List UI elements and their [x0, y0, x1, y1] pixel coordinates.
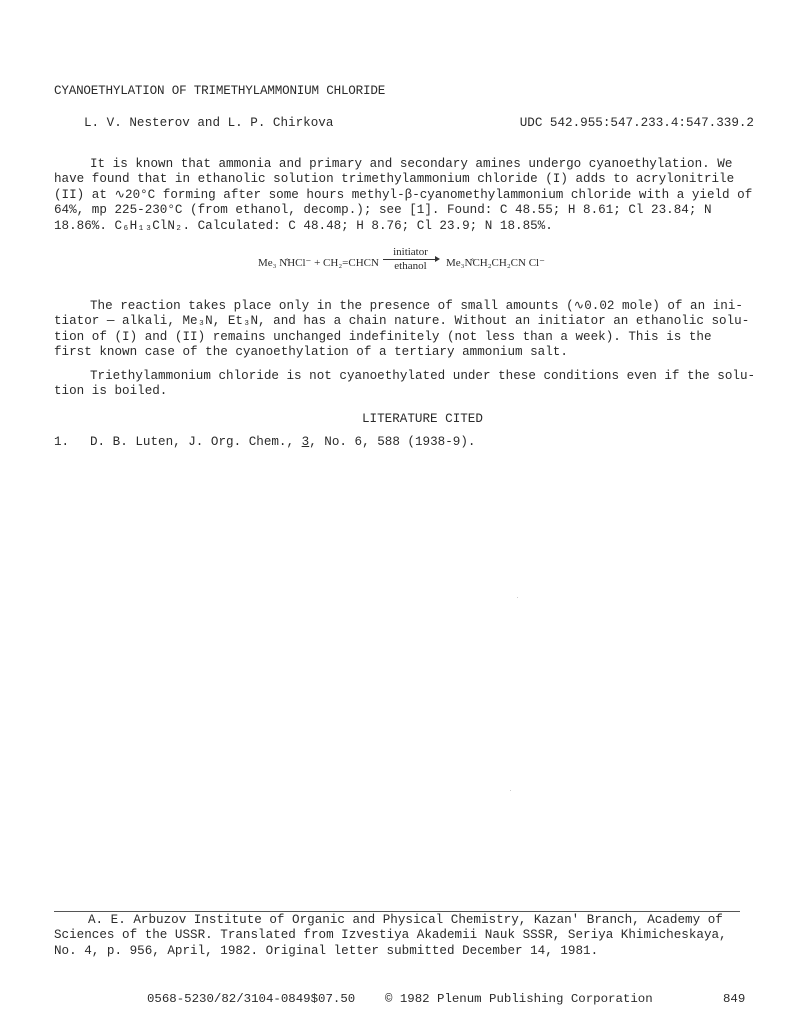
paragraph-line: 18.86%. C₆H₁₃ClN₂. Calculated: C 48.48; H 8.76; Cl 23.9; N 18.85%. [54, 218, 553, 233]
footnote-line: No. 4, p. 956, April, 1982. Original letter submitted December 14, 1981. [54, 943, 599, 958]
paragraph-line: first known case of the cyanoethylation of a tertiary ammonium salt. [54, 345, 568, 360]
paragraph-line: (II) at ∿20°C forming after some hours methyl-β-cyanomethylammonium chloride with a yield of [54, 187, 753, 202]
reference-item [54, 435, 475, 449]
paragraph-2 [54, 299, 754, 361]
arrow-condition-below: ethanol [394, 260, 427, 272]
reference-text-end: , No. 6, 588 (1938-9). [309, 435, 476, 449]
paragraph-line: have found that in ethanolic solution trimethylammonium chloride (I) adds to acrylonitrile [54, 172, 735, 187]
publication-line [147, 992, 653, 1006]
copyright-notice: © 1982 Plenum Publishing Corporation [384, 992, 653, 1006]
paragraph-line: Triethylammonium chloride is not cyanoethylated under these conditions even if the solu- [90, 369, 756, 383]
footnote-line: Sciences of the USSR. Translated from Izvestiya Akademii Nauk SSSR, Seriya Khimicheskaya, [54, 928, 727, 943]
references-heading: LITERATURE CITED [362, 412, 483, 426]
equation-reactants: Me₃ N̊HCl⁻ + CH₂=CHCN [258, 257, 379, 269]
paragraph-1 [54, 157, 754, 234]
footnote-divider [54, 911, 740, 912]
paragraph-line: tion of (I) and (II) remains unchanged indefinitely (not less than a week). This is the [54, 329, 712, 344]
arrow-icon [383, 259, 438, 260]
reference-text: D. B. Luten, J. Org. Chem., [90, 435, 302, 449]
reaction-equation [258, 246, 588, 276]
paragraph-line: tion is boiled. [54, 384, 168, 399]
reference-volume: 3 [301, 435, 310, 449]
paragraph-line: 64%, mp 225-230°C (from ethanol, decomp.); see [1]. Found: C 48.55; H 8.61; Cl 23.84; N [54, 203, 712, 218]
footnote-line: A. E. Arbuzov Institute of Organic and Physical Chemistry, Kazan' Branch, Academy of [88, 913, 723, 927]
article-authors: L. V. Nesterov and L. P. Chirkova [84, 116, 334, 130]
footnote [54, 913, 754, 959]
paragraph-3 [54, 369, 754, 400]
page-number: 849 [723, 992, 746, 1006]
udc-code: UDC 542.955:547.233.4:547.339.2 [519, 116, 754, 130]
arrow-condition-above: initiator [393, 246, 428, 258]
article-title: CYANOETHYLATION OF TRIMETHYLAMMONIUM CHLORIDE [54, 84, 386, 98]
equation-product: Me₃N̊CH₂CH₂CN Cl⁻ [446, 257, 545, 269]
reaction-arrow [383, 246, 438, 273]
scan-speck [510, 790, 511, 791]
paragraph-line: tiator — alkali, Me₃N, Et₃N, and has a chain nature. Without an initiator an ethanolic solu- [54, 314, 750, 329]
paragraph-line: The reaction takes place only in the presence of small amounts (∿0.02 mole) of an ini- [90, 299, 743, 313]
article-code: 0568-5230/82/3104-0849$07.50 [147, 992, 356, 1006]
scan-speck [517, 597, 518, 598]
paragraph-line: It is known that ammonia and primary and secondary amines undergo cyanoethylation. We [90, 157, 733, 171]
reference-number: 1. [54, 435, 70, 449]
